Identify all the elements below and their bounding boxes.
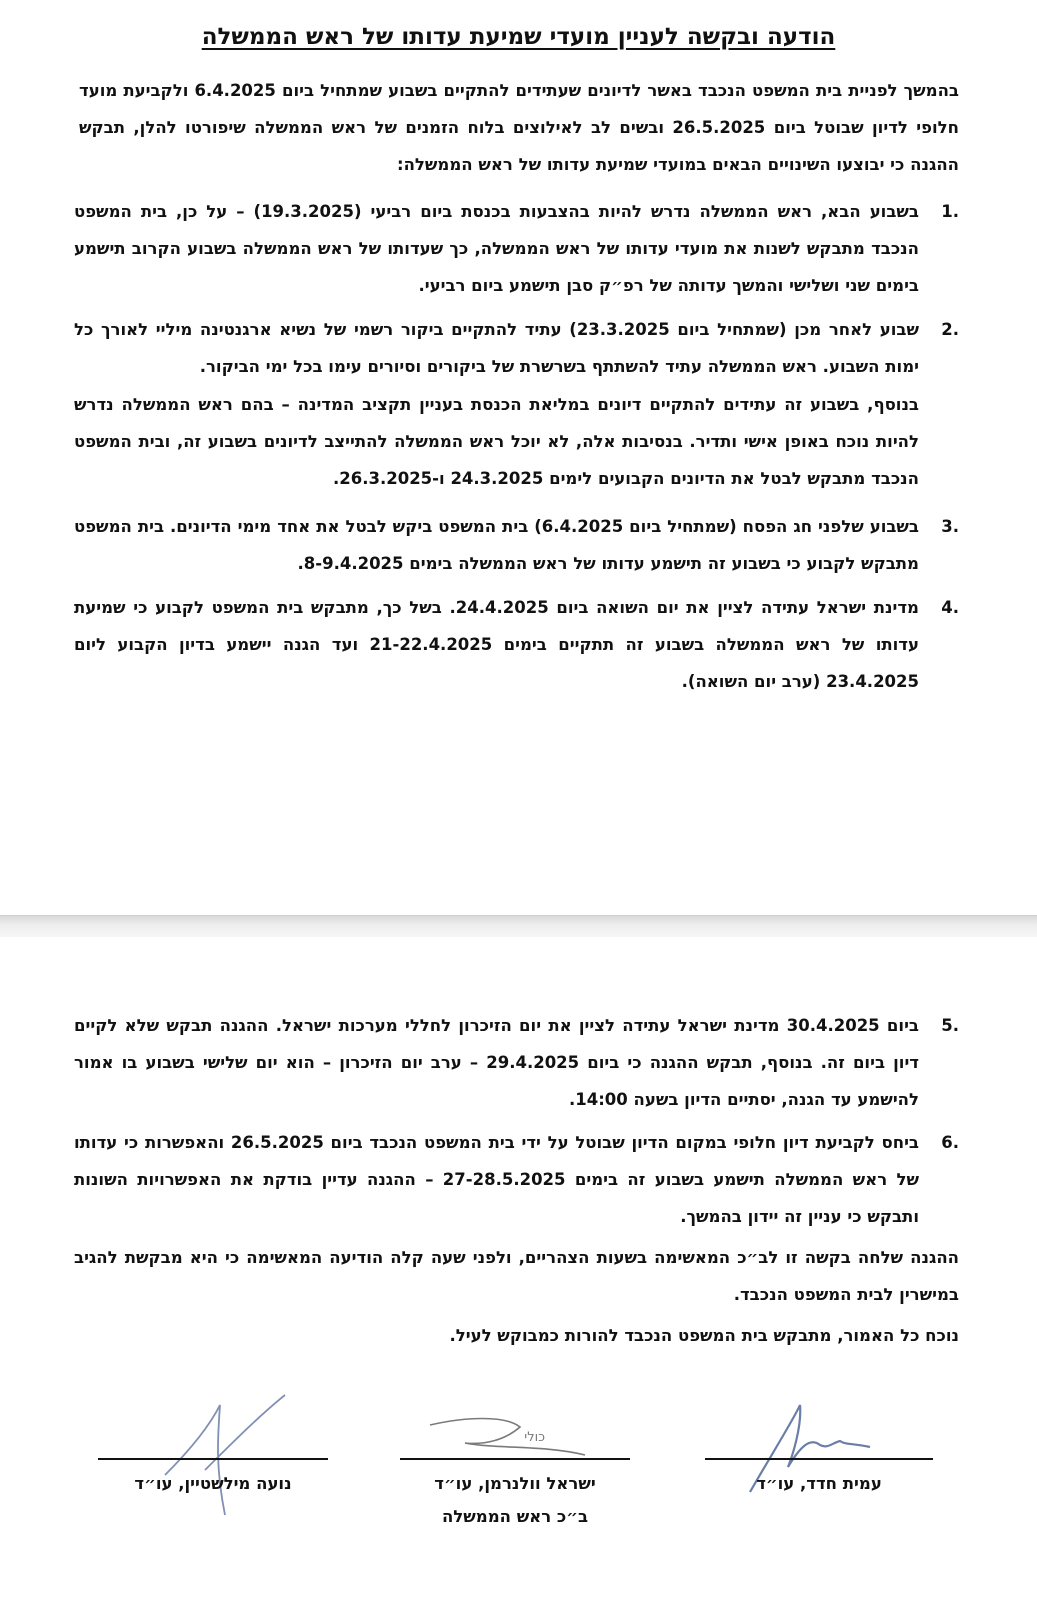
list-item	[74, 508, 959, 582]
signatory-name: עמית חדד, עו״ד	[756, 1474, 882, 1493]
item-text: ביום 30.4.2025 מדינת ישראל עתידה לציין את יום הזיכרון לחללי מערכות ישראל. ההגנה תבקש שלא לקיים דיון ביום זה. בנוסף, תבקש ההגנה כי ביום 29.4.2025 – ערב יום הזיכרון – הוא יום שלישי בשבוע בו אמור להישמע עד הגנה, יסתיים הדיון בשעה 14:00.	[74, 1016, 919, 1109]
item-text: בשבוע שלפני חג הפסח (שמתחיל ביום 6.4.2025) בית המשפט ביקש לבטל את אחד מימי הדיונים. בית המשפט מתבקש לקבוע כי בשבוע זה תישמע עדותו של ראש הממשלה בימים 8-9.4.2025.	[74, 517, 919, 573]
item-number: .6	[941, 1133, 959, 1152]
item-number: .4	[941, 598, 959, 617]
signature-line	[705, 1458, 933, 1460]
signature-scribble	[425, 1415, 595, 1460]
list-item	[74, 311, 959, 385]
item-number: .2	[941, 320, 959, 339]
signatory-name: ישראל וולנרמן, עו״ד	[434, 1474, 596, 1493]
list-item-continuation	[74, 386, 959, 497]
item-number: .1	[941, 202, 959, 221]
signature-line	[400, 1458, 630, 1460]
counsel-for-label: ב״כ ראש הממשלה	[441, 1507, 589, 1526]
request-paragraph: נוכח כל האמור, מתבקש בית המשפט הנכבד להורות כמבוקש לעיל.	[449, 1326, 959, 1345]
document-title: הודעה ובקשה לעניין מועדי שמיעת עדותו של ראש הממשלה	[201, 24, 836, 50]
item-text: מדינת ישראל עתידה לציין את יום השואה ביום 24.4.2025. בשל כך, מתבקש בית המשפט לקבוע כי שמיעת עדותו של ראש הממשלה בשבוע זה תתקיים בימים 21-22.4.2025 ועד הגנה יישמע בדיון הקבוע ליום 23.4.2025 (ערב יום השואה).	[74, 598, 919, 691]
item-number: .3	[941, 517, 959, 536]
item-number: .5	[941, 1016, 959, 1035]
item-text: ביחס לקביעת דיון חלופי במקום הדיון שבוטל על ידי בית המשפט הנכבד ביום 26.5.2025 והאפשרות כי עדותו של ראש הממשלה תישמע בשבוע זה בימים 27-28.5.2025 – ההגנה עדיין בודקת את האפשרויות השונות ותבקש כי עניין זה יידון בהמשך.	[74, 1133, 919, 1226]
signature-line	[98, 1458, 328, 1460]
list-item	[74, 193, 959, 304]
signature-scribble	[160, 1395, 290, 1525]
closing-paragraph: ההגנה שלחה בקשה זו לב״כ המאשימה בשעות הצהריים, ולפני שעה קלה הודיעה המאשימה כי היא מבקשת להגיב במישרין לבית המשפט הנכבד.	[74, 1248, 959, 1304]
item-text: בנוסף, בשבוע זה עתידים להתקיים דיונים במליאת הכנסת בעניין תקציב המדינה – בהם ראש הממשלה נדרש להיות נוכח באופן אישי ותדיר. בנסיבות אלה, לא יוכל ראש הממשלה להתייצב לדיונים בשבוע זה, ובית המשפט הנכבד מתבקש לבטל את הדיונים הקבועים לימים 24.3.2025 ו-26.3.2025.	[74, 395, 919, 488]
item-text: בשבוע הבא, ראש הממשלה נדרש להיות בהצבעות בכנסת ביום רביעי (19.3.2025) – על כן, בית המשפט הנכבד מתבקש לשנות את מועדי עדותו של ראש הממשלה, כך שעדותו של ראש הממשלה בשבוע הקרוב תישמע בימים שני ושלישי והמשך עדותה של רפ״ק סבן תישמע ביום רביעי.	[74, 202, 919, 295]
signature-scribble-text: כולי	[524, 1430, 545, 1445]
list-item	[74, 589, 959, 700]
signatory-name: נועה מילשטיין, עו״ד	[134, 1474, 292, 1493]
list-item	[74, 1124, 959, 1235]
document-page-2	[0, 937, 1037, 1603]
page-break-divider	[0, 915, 1037, 939]
intro-paragraph: בהמשך לפניית בית המשפט הנכבד באשר לדיונים שעתידים להתקיים בשבוע שמתחיל ביום 6.4.2025 ולקביעת מועד חלופי לדיון שבוטל ביום 26.5.2025 ובשים לב לאילוצים בלוח הזמנים של ראש הממשלה שיפורטו להלן, תבקש ההגנה כי יבוצעו השינויים הבאים במועדי שמיעת עדותו של ראש הממשלה:	[79, 81, 959, 174]
item-text: שבוע לאחר מכן (שמתחיל ביום 23.3.2025) עתיד להתקיים ביקור רשמי של נשיא ארגנטינה מיליי לאורך כל ימות השבוע. ראש הממשלה עתיד להשתתף בשרשרת של ביקורים וסיורים עימו בכל ימי הביקור.	[74, 320, 919, 376]
list-item	[74, 1007, 959, 1118]
